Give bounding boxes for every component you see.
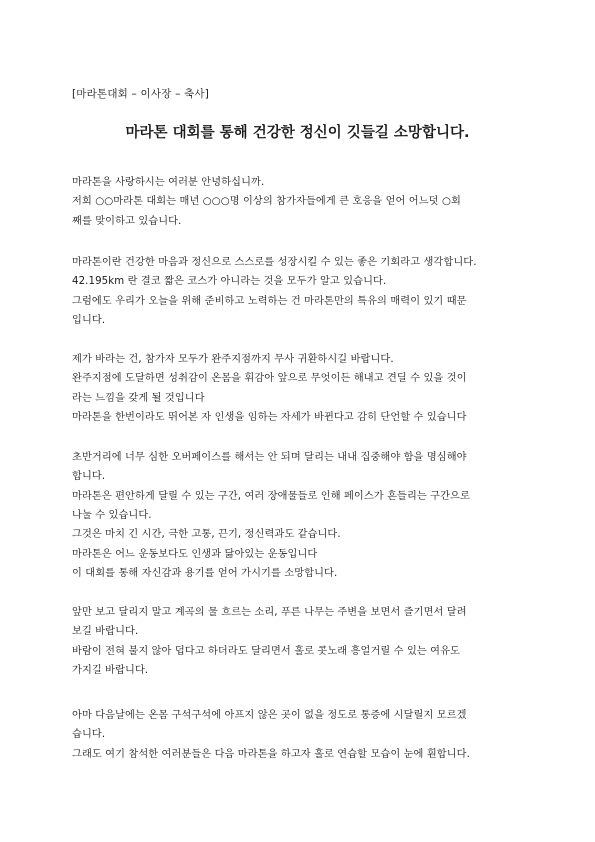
paragraph-line: 습니다.	[72, 729, 106, 741]
paragraph-line: 초반거리에 너무 심한 오버페이스를 해서는 안 되며 달리는 내내 집중해야 함을 명심해야	[72, 452, 467, 463]
paragraph-line: 바람이 전혀 불지 않아 덥다고 하더라도 달리면서 홀로 콧노래 흥얼거릴 수 있는 여유도	[72, 645, 460, 657]
paragraph-line: 가지길 바랍니다.	[72, 664, 149, 676]
paragraph-line: 보길 바랍니다.	[72, 626, 139, 638]
paragraph-line: 마라톤을 한번이라도 뛰어본 자 인생을 임하는 자세가 바뀐다고 감히 단언할 수 있습니다	[72, 411, 467, 423]
paragraph-line: 제가 바라는 건, 참가자 모두가 완주지점까지 무사 귀환하시길 바랍니다.	[72, 354, 394, 365]
paragraph-line: 라는 느낌을 갖게 될 것입니다	[72, 392, 205, 404]
document-header-tag: [마라톤대회 – 이사장 – 축사]	[72, 88, 210, 100]
paragraph-line: 그것은 마치 긴 시간, 극한 고통, 끈기, 정신력과도 같습니다.	[72, 529, 341, 541]
paragraph-line: 이 대회를 통해 자신감과 용기를 얻어 가시기를 소망합니다.	[72, 567, 338, 579]
paragraph-line: 입니다.	[72, 314, 106, 326]
paragraph-line: 마라톤은 편안하게 달릴 수 있는 구간, 여러 장애물들로 인해 페이스가 흔들리는 구간으로	[72, 490, 470, 502]
paragraph-line: 저희 ○○마라톤 대회는 매년 ○○○명 이상의 참가자들에게 큰 호응을 얻어 어느덧 ○회	[72, 196, 461, 208]
document-title: 마라톤 대회를 통해 건강한 정신이 깃들길 소망합니다.	[125, 125, 470, 141]
paragraph-line: 마라톤을 사랑하시는 여러분 안녕하십니까.	[72, 177, 265, 188]
paragraph-line: 완주지점에 도달하면 성취감이 온몸을 휘감아 앞으로 무엇이든 해내고 견딜 수 있을 것이	[72, 373, 467, 385]
paragraph-line: 그래도 여기 참석한 여러분들은 다음 마라톤을 하고자 홀로 연습할 모습이 눈에 훤합니다.	[72, 748, 470, 760]
paragraph-line: 째를 맞이하고 있습니다.	[72, 215, 182, 227]
paragraph-line: 아마 다음날에는 온몸 구석구석에 아프지 않은 곳이 없을 정도로 통증에 시달릴지 모르겠	[72, 710, 467, 721]
paragraph-line: 42.195km 란 결코 짧은 코스가 아니라는 것을 모두가 알고 있습니다.	[72, 276, 387, 288]
paragraph-line: 그럼에도 우리가 오늘을 위해 준비하고 노력하는 건 마라톤만의 특유의 매력이 있기 때문	[72, 295, 467, 307]
paragraph-line: 나눌 수 있습니다.	[72, 509, 152, 521]
paragraph-line: 합니다.	[72, 471, 106, 483]
paragraph-line: 마라톤이란 건강한 마음과 정신으로 스스로를 성장시킬 수 있는 좋은 기회라고 생각합니다.	[72, 257, 477, 268]
paragraph-line: 앞만 보고 달리지 말고 계곡의 물 흐르는 소리, 푸른 나무는 주변을 보면서 즐기면서 달려	[72, 607, 467, 618]
paragraph-line: 마라톤은 어느 운동보다도 인생과 닮아있는 운동입니다	[72, 548, 318, 560]
